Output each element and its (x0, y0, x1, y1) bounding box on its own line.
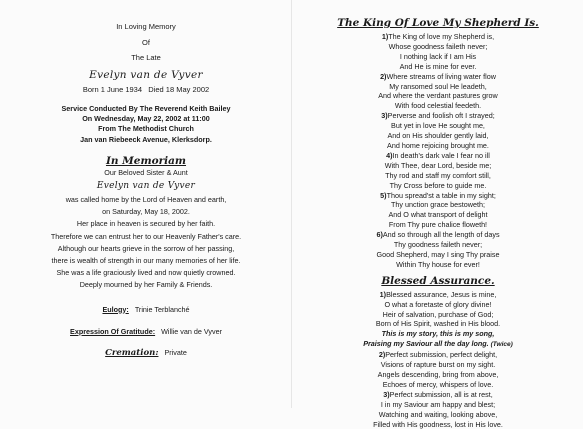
hymn-line-text: My ransomed soul He leadeth, (389, 81, 487, 91)
hymn-line-text: And He is mine for ever. (399, 61, 477, 71)
hymn-line-text: O what a foretaste of glory divine! (384, 299, 492, 309)
hymn-line-text: Echoes of mercy, whispers of love. (382, 379, 494, 389)
chorus-line-2-text: Praising my Saviour all the day long. (363, 339, 489, 349)
hymn-line-text: Thou spread'st a table in my sight; (386, 190, 496, 200)
beloved-line: Our Beloved Sister & Aunt (104, 167, 188, 177)
hymn-line (297, 131, 579, 141)
hymn-line-text: Perfect submission, perfect delight, (385, 350, 498, 360)
dates-line (6, 85, 286, 96)
in-memoriam-title: In Memoriam (105, 154, 187, 167)
service-conducted: Service Conducted By The Reverend Keith Bailey (61, 104, 231, 113)
hymn-line-text: Thy goodness faileth never; (393, 240, 483, 250)
hymn-line (297, 200, 579, 210)
hymn-line (297, 141, 579, 151)
cremation-line (6, 348, 286, 358)
hymn-line-text: And home rejoicing brought me. (387, 140, 489, 150)
eulogy-line (6, 305, 286, 315)
hymn-line-text: Filled with His goodness, lost in His love. (373, 419, 503, 429)
deceased-name: Evelyn van de Vyver (89, 68, 203, 81)
hymn-line (297, 290, 579, 300)
hymn-line-text: Perfect submission, all is at rest, (389, 389, 493, 399)
hymn2-verse-1 (297, 290, 579, 330)
hymn-line-text: Within Thy house for ever! (396, 259, 480, 269)
hymn-line (297, 350, 579, 360)
hymn-line (297, 230, 579, 240)
hymn-line-text: Thy rod and staff my comfort still, (385, 170, 491, 180)
hymn-line (297, 380, 579, 390)
hymn-line-text: The King of love my Shepherd is, (388, 32, 495, 41)
eulogy-value: Trinie Terblanché (134, 304, 190, 314)
right-panel (297, 0, 579, 429)
verse-number: 6) (376, 230, 383, 240)
hymn-line (297, 319, 579, 329)
memoriam-line: Her place in heaven is secured by her faith. (76, 219, 216, 229)
hymn-line-text: With Thee, dear Lord, beside me; (384, 160, 492, 170)
hymn-line-text: Visions of rapture burst on my sight. (380, 360, 496, 370)
in-loving-memory: In Loving Memory (116, 22, 176, 31)
hymn-line (297, 42, 579, 52)
hymn-line (297, 360, 579, 370)
hymn-line (297, 161, 579, 171)
gratitude-label: Expression Of Gratitude: (70, 326, 156, 336)
hymn-line (297, 52, 579, 62)
verse-number: 2) (380, 71, 387, 81)
hymn-line (297, 121, 579, 131)
hymn-line-text: Watching and waiting, looking above, (378, 409, 498, 419)
hymn-line (297, 101, 579, 111)
hymn-line-text: Good Shepherd, may I sing Thy praise (376, 249, 500, 259)
eulogy-label: Eulogy: (102, 304, 129, 314)
hymn-line (297, 310, 579, 320)
deceased-name-2: Evelyn van de Vyver (96, 181, 196, 192)
of-text: Of (142, 37, 150, 47)
hymn-line (297, 210, 579, 220)
hymn-line-text: I nothing lack if I am His (399, 51, 477, 61)
hymn-line-text: And on His shoulder gently laid, (387, 131, 489, 141)
hymn-line (297, 72, 579, 82)
hymn-line (297, 181, 579, 191)
gratitude-value: Willie van de Vyver (161, 326, 222, 336)
memoriam-line: She was a life graciously lived and now quietly crowned. (56, 268, 236, 278)
hymn2-title: Blessed Assurance. (381, 274, 495, 287)
memoriam-line: there is wealth of strength in our many memories of her life. (51, 256, 241, 266)
hymn-line (297, 111, 579, 121)
verse-number: 4) (386, 150, 393, 160)
hymn-line (297, 410, 579, 420)
memoriam-line: Although our hearts grieve in the sorrow of her passing, (57, 243, 235, 253)
chorus-line-2 (297, 339, 579, 350)
hymn-line-text: Angels descending, bring from above, (377, 370, 499, 379)
hymn-line (297, 171, 579, 181)
born-date: Born 1 June 1934 (82, 84, 143, 94)
hymn-line (297, 151, 579, 161)
hymn-line (297, 220, 579, 230)
cremation-label: Cremation: (105, 348, 159, 359)
hymn-line (297, 400, 579, 410)
service-church: From The Methodist Church (98, 124, 194, 134)
hymn-line (297, 191, 579, 201)
chorus-line-1: This is my story, this is my song, (381, 329, 495, 339)
verse-number: 3) (383, 389, 390, 399)
hymn-line-text: Where streams of living water flow (386, 71, 496, 81)
memoriam-line: on Saturday, May 18, 2002. (102, 207, 190, 217)
hymn-line-text: And O what transport of delight (388, 210, 488, 220)
chorus-twice: (Twice) (490, 341, 513, 349)
hymn-line-text: Whose goodness faileth never; (388, 41, 488, 51)
gratitude-line (6, 327, 286, 337)
hymn-line-text: And where the verdant pastures grow (378, 91, 498, 101)
the-late-text: The Late (131, 53, 161, 62)
hymn-line (297, 240, 579, 250)
hymn-line-text: From Thy pure chalice floweth! (388, 220, 488, 230)
hymn-line (297, 62, 579, 72)
hymn-line (297, 82, 579, 92)
center-fold-divider (291, 0, 292, 408)
hymn-line-text: With food celestial feedeth. (394, 101, 482, 111)
memoriam-text (6, 194, 286, 292)
died-date: Died 18 May 2002 (148, 84, 210, 94)
hymn-line-text: Thy Cross before to guide me. (389, 180, 487, 190)
hymn-line-text: Thy unction grace bestoweth; (391, 200, 485, 210)
verse-number: 1) (381, 32, 389, 41)
hymn-line-text: In death's dark vale I fear no ill (392, 150, 490, 160)
hymn-line-text: Perverse and foolish oft I strayed; (387, 111, 495, 121)
memoriam-line: Therefore we can entrust her to our Heavenly Father's care. (50, 231, 242, 241)
memoriam-line: was called home by the Lord of Heaven and earth, (65, 195, 227, 205)
verse-number: 5) (380, 190, 387, 200)
hymn-line (297, 420, 579, 429)
hymn-line (297, 250, 579, 260)
verse-number: 2) (378, 350, 386, 360)
cremation-value: Private (164, 348, 187, 358)
service-date: On Wednesday, May 22, 2002 at 11:00 (82, 114, 210, 124)
hymn-line-text: Heir of salvation, purchase of God; (382, 309, 494, 319)
hymn1-verses (297, 32, 579, 270)
hymn-line (297, 300, 579, 310)
hymn-line-text: Blessed assurance, Jesus is mine, (386, 289, 497, 299)
hymn-line-text: And so through all the length of days (382, 230, 500, 240)
hymn1-title: The King Of Love My Shepherd Is. (337, 17, 539, 29)
hymn-line (297, 390, 579, 400)
verse-number: 3) (381, 111, 388, 121)
hymn-line (297, 260, 579, 270)
left-panel (6, 0, 286, 358)
hymn-line (297, 370, 579, 380)
memoriam-line: Deeply mourned by her Family & Friends. (79, 280, 213, 290)
hymn-line-text: Born of His Spirit, washed in His blood. (375, 319, 501, 329)
verse-number: 1) (379, 289, 387, 299)
hymn2-verses-2-3 (297, 350, 579, 429)
hymn-line-text: I in my Saviour am happy and blest; (380, 399, 496, 409)
hymn-line (297, 32, 579, 42)
hymn-line-text: But yet in love He sought me, (391, 121, 485, 131)
service-address: Jan van Riebeeck Avenue, Klerksdorp. (80, 134, 212, 144)
hymn-line (297, 91, 579, 101)
